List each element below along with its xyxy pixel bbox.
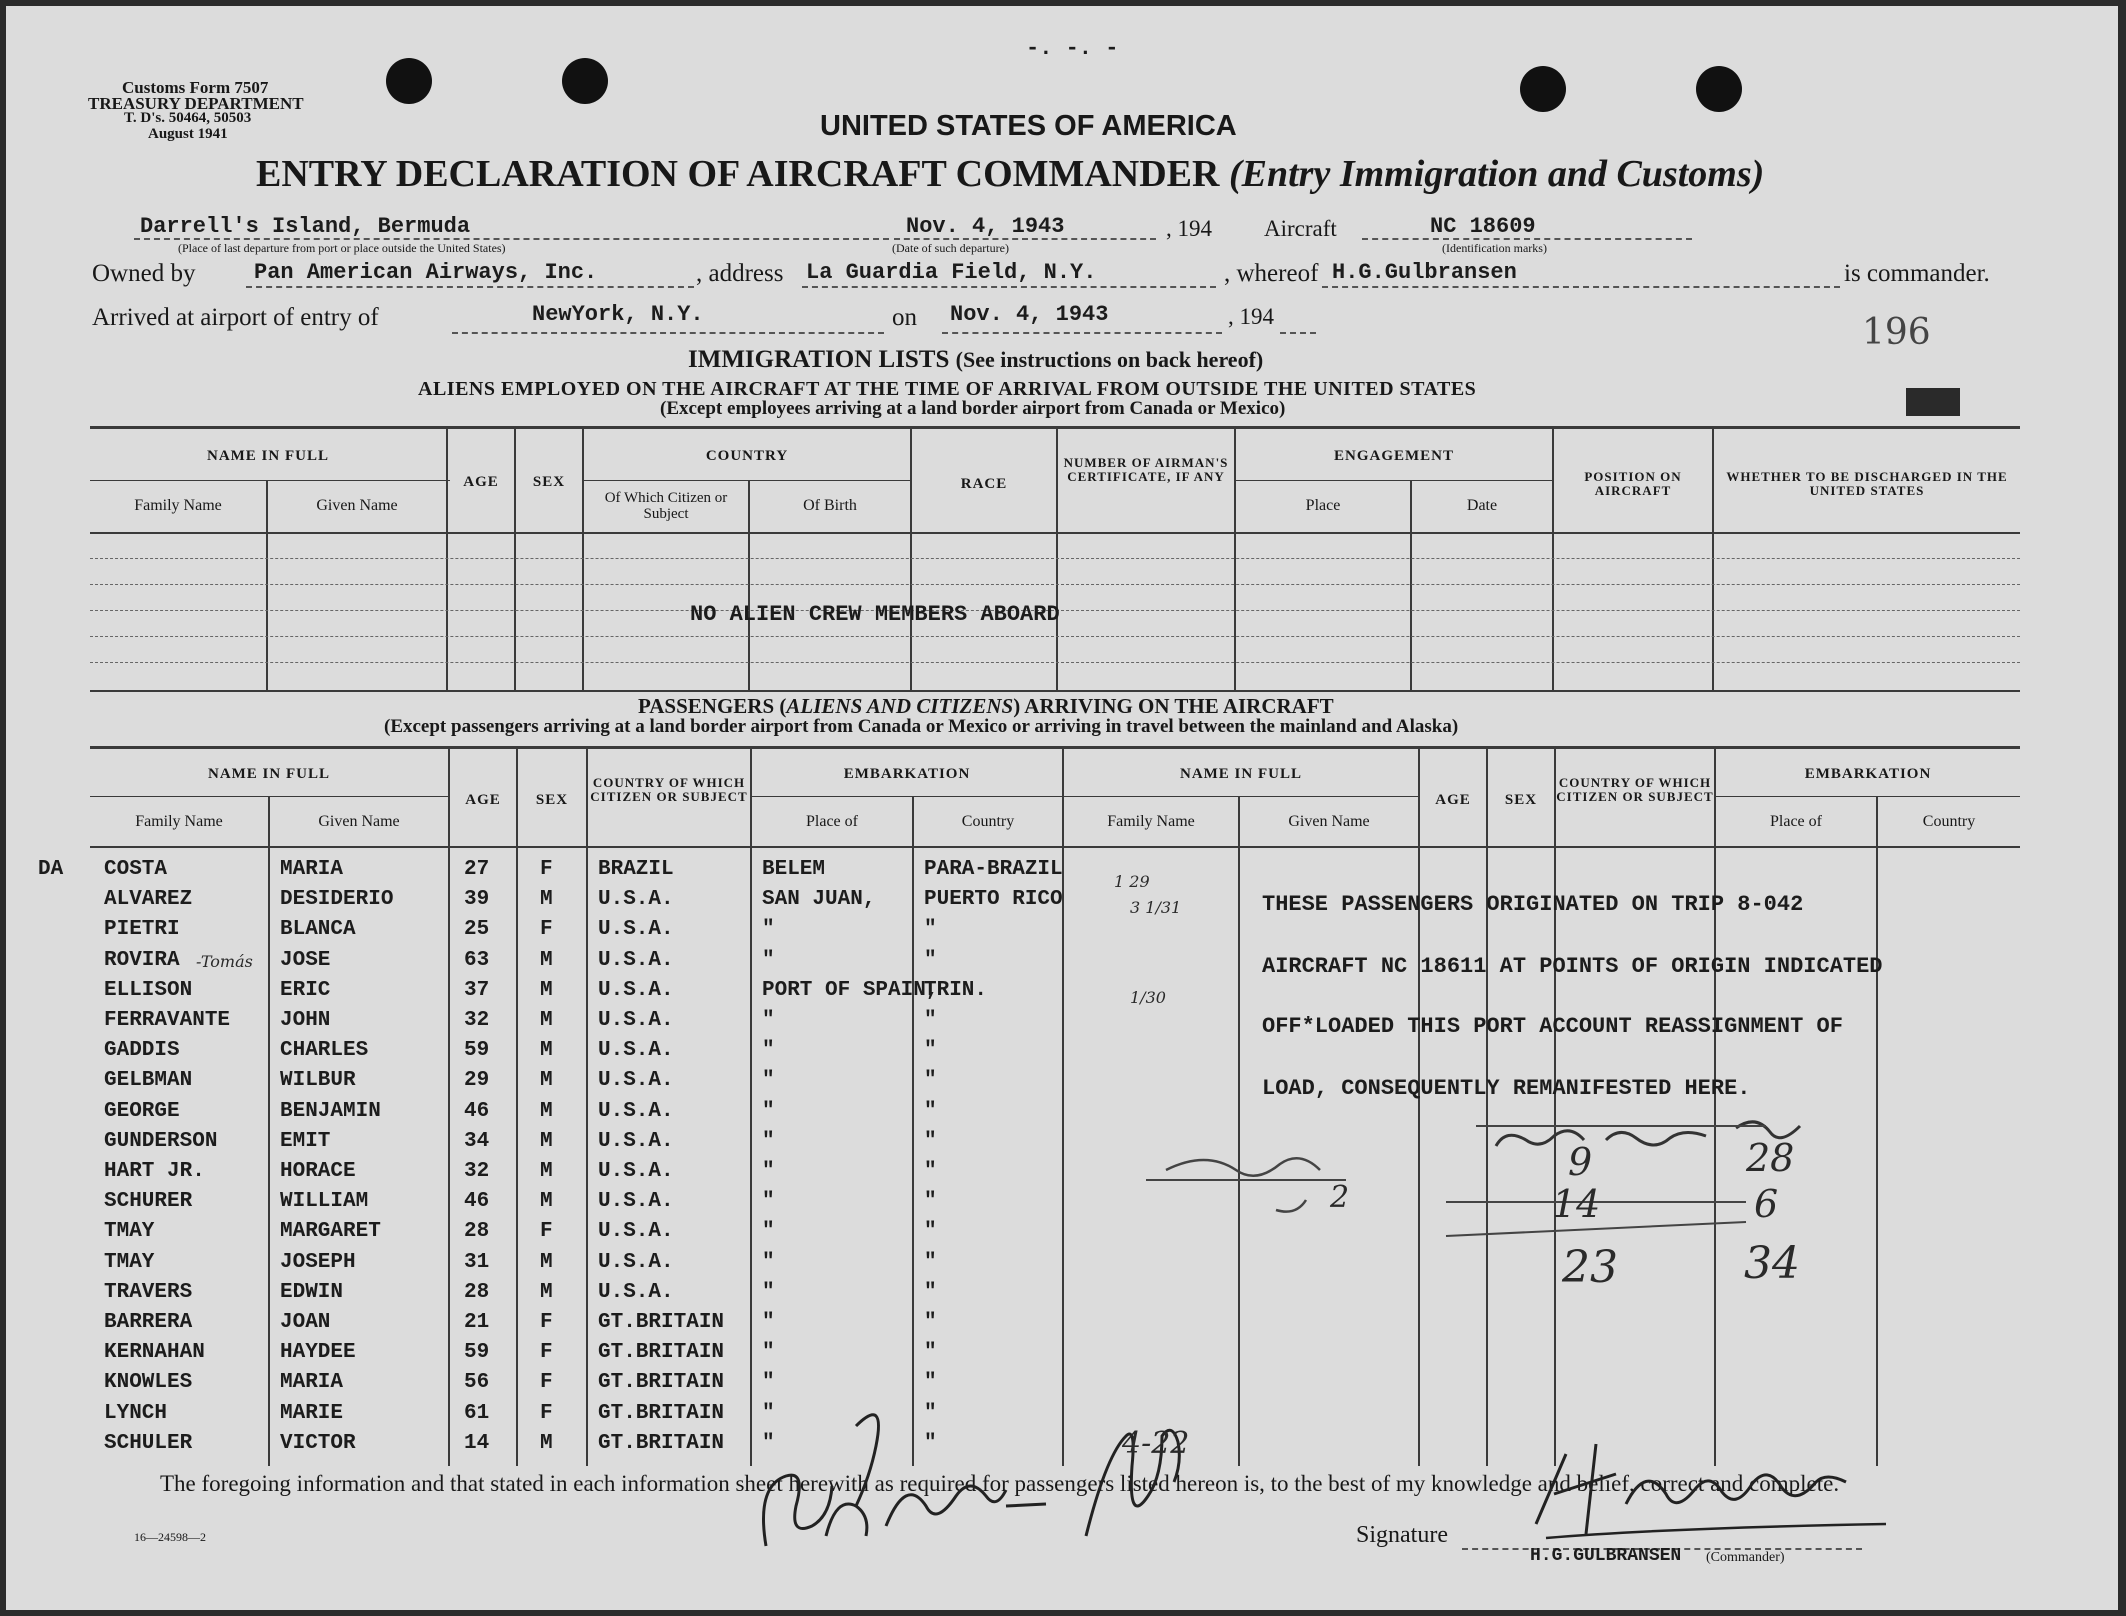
passenger-age: 37 [464,978,490,1002]
passenger-place: " [762,1190,775,1214]
passenger-sex: M [540,948,553,972]
pax-header-given: Given Name [318,813,400,830]
passenger-age: 63 [464,948,490,972]
passenger-age: 39 [464,888,490,912]
passenger-family: PIETRI [104,918,180,942]
passenger-place: " [762,1099,775,1123]
crew-header-place: Place [1305,497,1341,514]
passenger-country: GT.BRITAIN [598,1401,725,1425]
passenger-emb-country: " [924,1009,937,1032]
passenger-place: " [762,1129,775,1153]
remark-line: AIRCRAFT NC 18611 AT POINTS OF ORIGIN INDICATED [1262,954,1883,979]
passenger-family: KERNAHAN [104,1341,205,1365]
passenger-given: VICTOR [280,1431,356,1455]
commander-suffix: is commander. [1844,260,1990,287]
remark-line: LOAD, CONSEQUENTLY REMANIFESTED HERE. [1262,1076,1751,1101]
passenger-emb-country: " [924,918,937,942]
top-mark: -. -. - [1026,36,1119,61]
pax2-header-family: Family Name [1107,813,1195,830]
address-label: , address [696,260,784,287]
departure-date: Nov. 4, 1943 [906,214,1065,239]
handwritten-stamp-number: 4-22 [1122,1426,1190,1461]
pax-header-country: COUNTRY OF WHICH CITIZEN OR SUBJECT [590,775,748,804]
handwritten-mark: 1/30 [1130,988,1166,1007]
passenger-given: MARIA [280,858,344,881]
passenger-given: DESIDERIO [280,888,394,912]
passenger-given: EDWIN [280,1280,344,1304]
handwritten-number: 9 [1568,1140,1593,1184]
passenger-sex: F [540,1311,553,1334]
passenger-place: " [762,1311,775,1334]
pax-header-emb-country: Country [961,813,1015,830]
pax2-header-place: Place of [1770,813,1822,830]
passenger-family: GELBMAN [104,1069,193,1093]
passenger-given: MARIE [280,1401,344,1425]
passenger-sex: M [540,1129,553,1153]
passenger-sex: F [540,858,553,881]
owner-name: Pan American Airways, Inc. [254,260,598,285]
passenger-sex: M [540,1250,553,1274]
passenger-age: 46 [464,1099,490,1123]
arrival-airport: NewYork, N.Y. [532,302,704,327]
passenger-family: GADDIS [104,1039,180,1063]
handwritten-number: 34 [1744,1238,1800,1289]
immigration-title: IMMIGRATION LISTS (See instructions on back hereof) [688,346,1264,373]
handwritten-mark: 1 29 [1114,872,1150,891]
punch-hole [1520,66,1566,112]
passenger-given: JOSEPH [280,1250,356,1274]
pax-header-sex: SEX [535,792,569,808]
passenger-country: GT.BRITAIN [598,1371,725,1395]
passenger-age: 46 [464,1190,490,1214]
passenger-sex: F [540,1371,553,1395]
passenger-place: " [762,1280,775,1304]
passenger-emb-country: TRIN. [924,978,988,1002]
passenger-country: GT.BRITAIN [598,1341,725,1365]
passenger-emb-country: " [924,1190,937,1214]
passenger-given: CHARLES [280,1039,369,1063]
punch-hole [386,58,432,104]
commander-name: H.G.Gulbransen [1332,260,1517,285]
passenger-emb-country: " [924,1069,937,1093]
passenger-given: JOHN [280,1009,331,1032]
handwritten-number: 23 [1562,1242,1618,1293]
passenger-sex: F [540,1341,553,1365]
handwritten-mark: -Tomás [196,952,253,971]
passenger-place: " [762,1371,775,1395]
passenger-place: SAN JUAN, [762,888,876,912]
passenger-family: ELLISON [104,978,193,1002]
passenger-place: " [762,918,775,942]
handwritten-mark: 3 1/31 [1130,898,1182,917]
passenger-sex: M [540,1069,553,1093]
passenger-sex: M [540,978,553,1002]
passengers-exception: (Except passengers arriving at a land border airport from Canada or Mexico or arriving in travel between the mainland and Alaska) [384,716,1459,737]
passenger-place: " [762,1250,775,1274]
passenger-family: BARRERA [104,1311,193,1334]
passenger-place: " [762,1069,775,1093]
passenger-family: LYNCH [104,1401,168,1425]
crew-header-race: RACE [960,476,1008,492]
passenger-place: BELEM [762,858,826,881]
passenger-age: 59 [464,1341,490,1365]
arrival-year-prefix: , 194 [1228,304,1274,329]
crew-header-country: COUNTRY [705,448,789,464]
passenger-prefix: DA [38,858,64,881]
passenger-emb-country: " [924,1039,937,1063]
passenger-family: SCHURER [104,1190,193,1214]
passenger-family: GEORGE [104,1099,180,1123]
passenger-age: 59 [464,1039,490,1063]
crew-header-engagement: ENGAGEMENT [1333,448,1454,464]
passenger-sex: M [540,1009,553,1032]
passenger-country: U.S.A. [598,1190,674,1214]
passenger-family: TMAY [104,1220,155,1244]
passenger-sex: M [540,1190,553,1214]
passenger-emb-country: " [924,1099,937,1123]
crew-header-sex: SEX [532,474,566,490]
aircraft-id-caption: (Identification marks) [1442,241,1547,255]
td-numbers: T. D's. 50464, 50503 [124,110,252,126]
pax2-header-name: NAME IN FULL [1179,766,1302,782]
passenger-emb-country: PUERTO RICO [924,888,1063,912]
passenger-place: PORT OF SPAIN, [762,978,939,1002]
passenger-place: " [762,1009,775,1032]
form-title: ENTRY DECLARATION OF AIRCRAFT COMMANDER (Entry Immigration and Customs) [256,153,1765,195]
signer-caption: (Commander) [1706,1550,1785,1565]
passenger-age: 28 [464,1280,490,1304]
passenger-emb-country: " [924,1220,937,1244]
aircraft-id: NC 18609 [1430,214,1536,239]
passenger-place: " [762,1401,775,1425]
handwritten-number: 2 [1330,1180,1350,1215]
passenger-sex: M [540,1099,553,1123]
arrival-date: Nov. 4, 1943 [950,302,1109,327]
passenger-family: COSTA [104,858,168,881]
aircraft-label: Aircraft [1264,216,1337,241]
official-initials-signature [706,1386,1266,1566]
redaction-mark [1906,388,1960,416]
form-number: Customs Form 7507 [122,78,269,97]
passenger-sex: M [540,1039,553,1063]
passenger-country: U.S.A. [598,1099,674,1123]
passenger-sex: F [540,1220,553,1244]
passenger-age: 32 [464,1009,490,1032]
passenger-given: MARGARET [280,1220,381,1244]
passenger-country: U.S.A. [598,978,674,1002]
declaration-form [6,6,2118,1610]
passenger-country: U.S.A. [598,1220,674,1244]
remark-line: OFF*LOADED THIS PORT ACCOUNT REASSIGNMENT OF [1262,1014,1843,1039]
passenger-family: ALVAREZ [104,888,193,912]
passenger-country: U.S.A. [598,1250,674,1274]
crew-header-certificate: NUMBER OF AIRMAN'S CERTIFICATE, IF ANY [1063,455,1229,484]
passenger-family: KNOWLES [104,1371,193,1395]
arrived-label: Arrived at airport of entry of [92,304,379,331]
passenger-given: EMIT [280,1129,331,1153]
passenger-country: U.S.A. [598,1160,674,1183]
passenger-emb-country: " [924,1160,937,1183]
handwritten-number: 6 [1754,1182,1779,1226]
passenger-country: U.S.A. [598,918,674,942]
departure-place-caption: (Place of last departure from port or place outside the United States) [178,241,506,255]
passenger-given: WILLIAM [280,1190,369,1214]
passenger-age: 61 [464,1401,490,1425]
passenger-given: JOAN [280,1311,331,1334]
passenger-emb-country: " [924,1341,937,1365]
no-crew-note: NO ALIEN CREW MEMBERS ABOARD [690,602,1060,627]
passenger-family: SCHULER [104,1431,193,1455]
passenger-sex: M [540,888,553,912]
pax-header-age: AGE [465,792,501,808]
passenger-emb-country: " [924,1401,937,1425]
owned-by-label: Owned by [92,260,196,287]
passenger-sex: M [540,1431,553,1455]
passenger-family: FERRAVANTE [104,1009,231,1032]
passenger-country: U.S.A. [598,1039,674,1063]
crew-header-name: NAME IN FULL [206,448,329,464]
pax-header-embarkation: EMBARKATION [843,766,971,782]
passenger-country: U.S.A. [598,1129,674,1153]
passenger-sex: F [540,1401,553,1425]
passenger-given: MARIA [280,1371,344,1395]
passenger-given: BLANCA [280,918,356,942]
passenger-country: U.S.A. [598,948,674,972]
pax-header-family: Family Name [135,813,223,830]
departure-place: Darrell's Island, Bermuda [140,214,471,239]
pax-header-place: Place of [806,813,858,830]
passenger-place: " [762,1431,775,1455]
signer-typed: H.G.GULBRANSEN [1530,1546,1682,1566]
passenger-country: GT.BRITAIN [598,1431,725,1455]
crew-header-position: POSITION ON AIRCRAFT [1584,469,1682,498]
passenger-emb-country: " [924,1311,937,1334]
passenger-given: BENJAMIN [280,1099,381,1123]
crew-header-age: AGE [463,474,499,490]
crew-exception: (Except employees arriving at a land border airport from Canada or Mexico) [660,398,1286,419]
passenger-age: 34 [464,1129,490,1153]
handwritten-number: 28 [1746,1136,1795,1180]
passenger-emb-country: " [924,1129,937,1153]
signature-label: Signature [1356,1522,1448,1548]
passenger-given: WILBUR [280,1069,356,1093]
page-number: 196 [1862,312,1931,353]
form-date: August 1941 [148,126,228,142]
passenger-family: TMAY [104,1250,155,1274]
passenger-family: GUNDERSON [104,1129,218,1153]
passengers-title: PASSENGERS (ALIENS AND CITIZENS) ARRIVING ON THE AIRCRAFT [638,694,1334,718]
crew-header-citizen: Of Which Citizen or Subject [604,490,728,522]
passenger-emb-country: PARA-BRAZIL [924,858,1063,881]
passenger-age: 29 [464,1069,490,1093]
crew-subtitle: ALIENS EMPLOYED ON THE AIRCRAFT AT THE TIME OF ARRIVAL FROM OUTSIDE THE UNITED STATES [418,378,1477,400]
passenger-age: 31 [464,1250,490,1274]
pax2-header-embarkation: EMBARKATION [1804,766,1932,782]
passenger-country: U.S.A. [598,1009,674,1032]
passenger-given: ERIC [280,978,331,1002]
pax2-header-given: Given Name [1288,813,1370,830]
passenger-place: " [762,1160,775,1183]
passenger-country: GT.BRITAIN [598,1311,725,1334]
crew-header-family: Family Name [134,497,222,514]
departure-date-caption: (Date of such departure) [892,241,1009,255]
passenger-emb-country: " [924,1431,937,1455]
owner-address: La Guardia Field, N.Y. [806,260,1097,285]
country-title: UNITED STATES OF AMERICA [820,110,1237,142]
passenger-age: 28 [464,1220,490,1244]
passenger-age: 32 [464,1160,490,1183]
punch-hole [1696,66,1742,112]
commander-signature [1506,1434,1906,1554]
pax2-header-age: AGE [1435,792,1471,808]
passenger-given: HORACE [280,1160,356,1183]
on-label: on [892,304,917,331]
passenger-sex: F [540,918,553,942]
pax2-header-sex: SEX [1504,792,1538,808]
passenger-emb-country: " [924,1250,937,1274]
passenger-emb-country: " [924,1371,937,1395]
department: TREASURY DEPARTMENT [88,94,304,113]
print-code: 16—24598—2 [134,1530,206,1544]
passenger-age: 21 [464,1311,490,1334]
passenger-country: BRAZIL [598,858,674,881]
passenger-sex: M [540,1160,553,1183]
passenger-family: TRAVERS [104,1280,193,1304]
passenger-place: " [762,948,775,972]
pax2-header-emb-country: Country [1922,813,1976,830]
year-prefix: , 194 [1166,216,1212,241]
pax-header-name: NAME IN FULL [207,766,330,782]
passenger-country: U.S.A. [598,1069,674,1093]
passenger-age: 27 [464,858,490,881]
passenger-family: ROVIRA [104,948,180,972]
passenger-given: HAYDEE [280,1341,356,1365]
passenger-country: U.S.A. [598,888,674,912]
certification-text: The foregoing information and that stated in each information sheet herewith as required for passengers listed hereon is, to the best of my knowledge and belief, correct and complete. [160,1471,1840,1496]
passenger-emb-country: " [924,948,937,972]
remark-line: THESE PASSENGERS ORIGINATED ON TRIP 8-042 [1262,892,1804,917]
whereof-label: , whereof [1224,260,1319,287]
passenger-age: 56 [464,1371,490,1395]
passenger-sex: M [540,1280,553,1304]
passenger-country: U.S.A. [598,1280,674,1304]
passenger-family: HART JR. [104,1160,205,1183]
passenger-place: " [762,1220,775,1244]
passenger-age: 25 [464,918,490,942]
passenger-place: " [762,1039,775,1063]
pax2-header-country: COUNTRY OF WHICH CITIZEN OR SUBJECT [1556,775,1714,804]
passenger-age: 14 [464,1431,490,1455]
crew-header-given: Given Name [316,497,398,514]
passenger-place: " [762,1341,775,1365]
crew-header-birth: Of Birth [803,497,857,514]
passenger-given: JOSE [280,948,331,972]
passenger-emb-country: " [924,1280,937,1304]
crew-header-date: Date [1466,497,1498,514]
crew-header-discharged: WHETHER TO BE DISCHARGED IN THE UNITED STATES [1726,469,2008,498]
handwritten-number: 14 [1552,1182,1601,1226]
punch-hole [562,58,608,104]
